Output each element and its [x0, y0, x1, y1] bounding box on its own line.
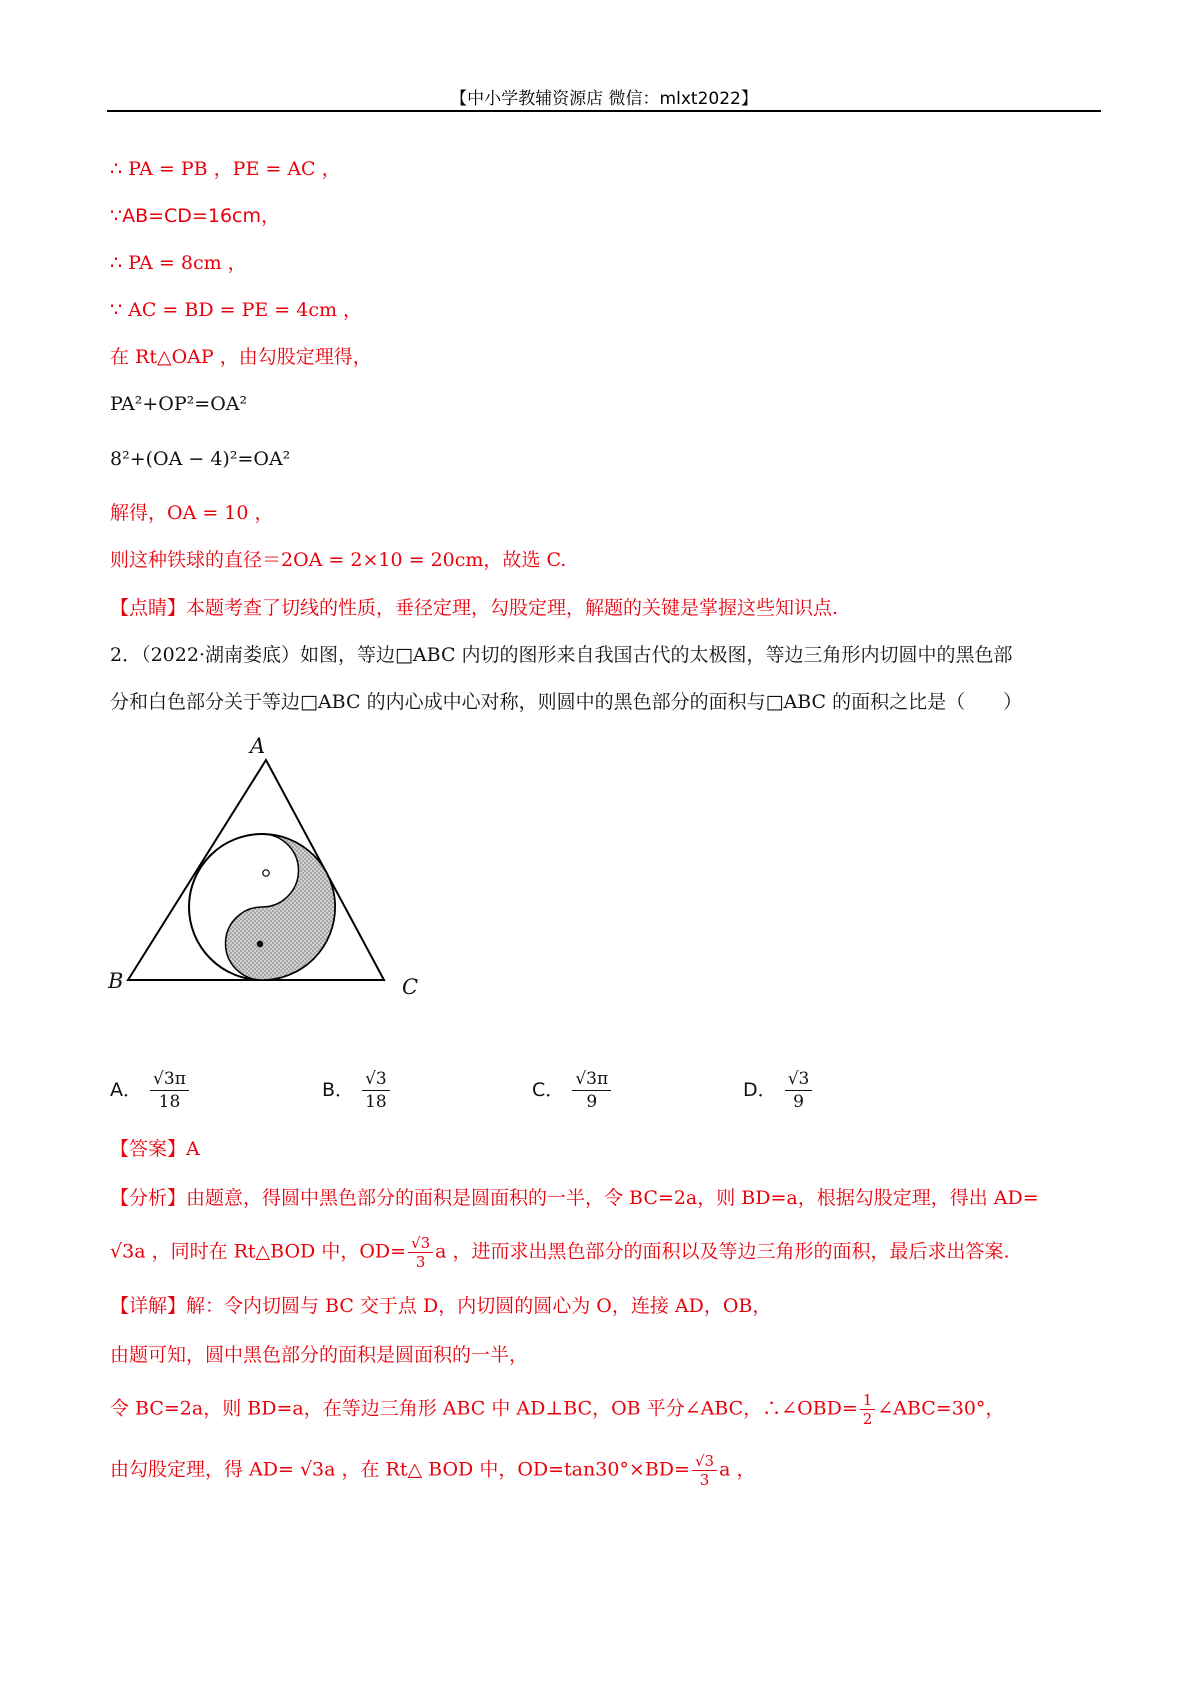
- od-fraction: $\frac{√3}{3}$: [692, 1452, 717, 1489]
- analysis-fraction: $\frac{√3}{3}$: [408, 1234, 433, 1271]
- answer-line: 【答案】A: [110, 1138, 200, 1160]
- solution-line-2: ∵AB=CD=16cm，: [110, 205, 280, 227]
- solution-line-1: ∴ PA = PB ，PE = AC ，: [110, 158, 341, 180]
- taiji-triangle-figure: [100, 730, 440, 1000]
- solution-line-4: ∵ AC = BD = PE = 4cm ，: [110, 299, 363, 321]
- equation-line-1: PA²+OP²=OA²: [110, 393, 248, 415]
- analysis-line-2: √3a ，同时在 Rt△BOD 中，OD= $\frac{√3}{3}$ a ，进而求出黑色部分的面积以及等边三角形的面积，最后求出答案.: [110, 1234, 1010, 1271]
- choice-d-fraction: $\frac{√3}{9}$: [785, 1068, 813, 1113]
- choice-b-letter: B．: [322, 1079, 355, 1101]
- equation-line-2: 8²+(OA − 4)²=OA²: [110, 448, 291, 470]
- choice-b[interactable]: [322, 1068, 392, 1113]
- choice-d-letter: D．: [743, 1079, 777, 1101]
- question-2-line-1: 2．（2022·湖南娄底）如图，等边□ABC 内切的图形来自我国古代的太极图，等边三角形内切圆中的黑色部: [110, 644, 1013, 666]
- vertex-label-c: C: [402, 975, 419, 999]
- choice-d[interactable]: [743, 1068, 814, 1113]
- remark-line: 【点睛】本题考查了切线的性质，垂径定理，勾股定理，解题的关键是掌握这些知识点.: [110, 597, 839, 619]
- choice-a[interactable]: [110, 1068, 191, 1113]
- half-fraction: $\frac{1}{2}$: [860, 1391, 876, 1428]
- vertex-label-b: B: [108, 969, 124, 993]
- white-dot: [263, 870, 269, 876]
- detail-line-4: 由勾股定理，得 AD= √3a ，在 Rt△ BOD 中，OD=tan30°×BD= $\frac{√3}{3}$ a ，: [110, 1452, 756, 1489]
- analysis-line-1: 【分析】由题意，得圆中黑色部分的面积是圆面积的一半，令 BC=2a，则 BD=a，根据勾股定理，得出 AD=: [110, 1187, 1039, 1209]
- detail-line-3: 令 BC=2a，则 BD=a，在等边三角形 ABC 中 AD⊥BC，OB 平分∠ABC，∴∠OBD= $\frac{1}{2}$ ∠ABC=30°，: [110, 1391, 1005, 1428]
- question-2-line-2: 分和白色部分关于等边□ABC 的内心成中心对称，则圆中的黑色部分的面积与□ABC 的面积之比是（ ）: [110, 691, 1023, 713]
- solution-line-5: 在 Rt△OAP ，由勾股定理得，: [110, 346, 372, 368]
- choice-c-fraction: $\frac{√3\pi}{9}$: [572, 1068, 611, 1113]
- solution-line-8: 解得，OA = 10 ，: [110, 502, 274, 524]
- page-header: 【中小学教辅资源店 微信：mlxt2022】: [450, 89, 758, 109]
- header-divider: [107, 110, 1101, 112]
- choice-b-fraction: $\frac{√3}{18}$: [362, 1068, 390, 1113]
- vertex-label-a: A: [250, 734, 266, 758]
- choice-c-letter: C．: [532, 1079, 565, 1101]
- solution-line-9: 则这种铁球的直径＝2OA = 2×10 = 20cm，故选 C.: [110, 549, 567, 571]
- choice-c[interactable]: [532, 1068, 613, 1113]
- choice-a-letter: A．: [110, 1079, 142, 1101]
- choice-a-fraction: $\frac{√3\pi}{18}$: [150, 1068, 189, 1113]
- black-dot: [257, 941, 263, 947]
- detail-line-2: 由题可知，圆中黑色部分的面积是圆面积的一半，: [110, 1344, 529, 1366]
- detail-line-1: 【详解】解：令内切圆与 BC 交于点 D，内切圆的圆心为 O，连接 AD，OB，: [110, 1295, 772, 1317]
- solution-line-3: ∴ PA = 8cm ，: [110, 252, 247, 274]
